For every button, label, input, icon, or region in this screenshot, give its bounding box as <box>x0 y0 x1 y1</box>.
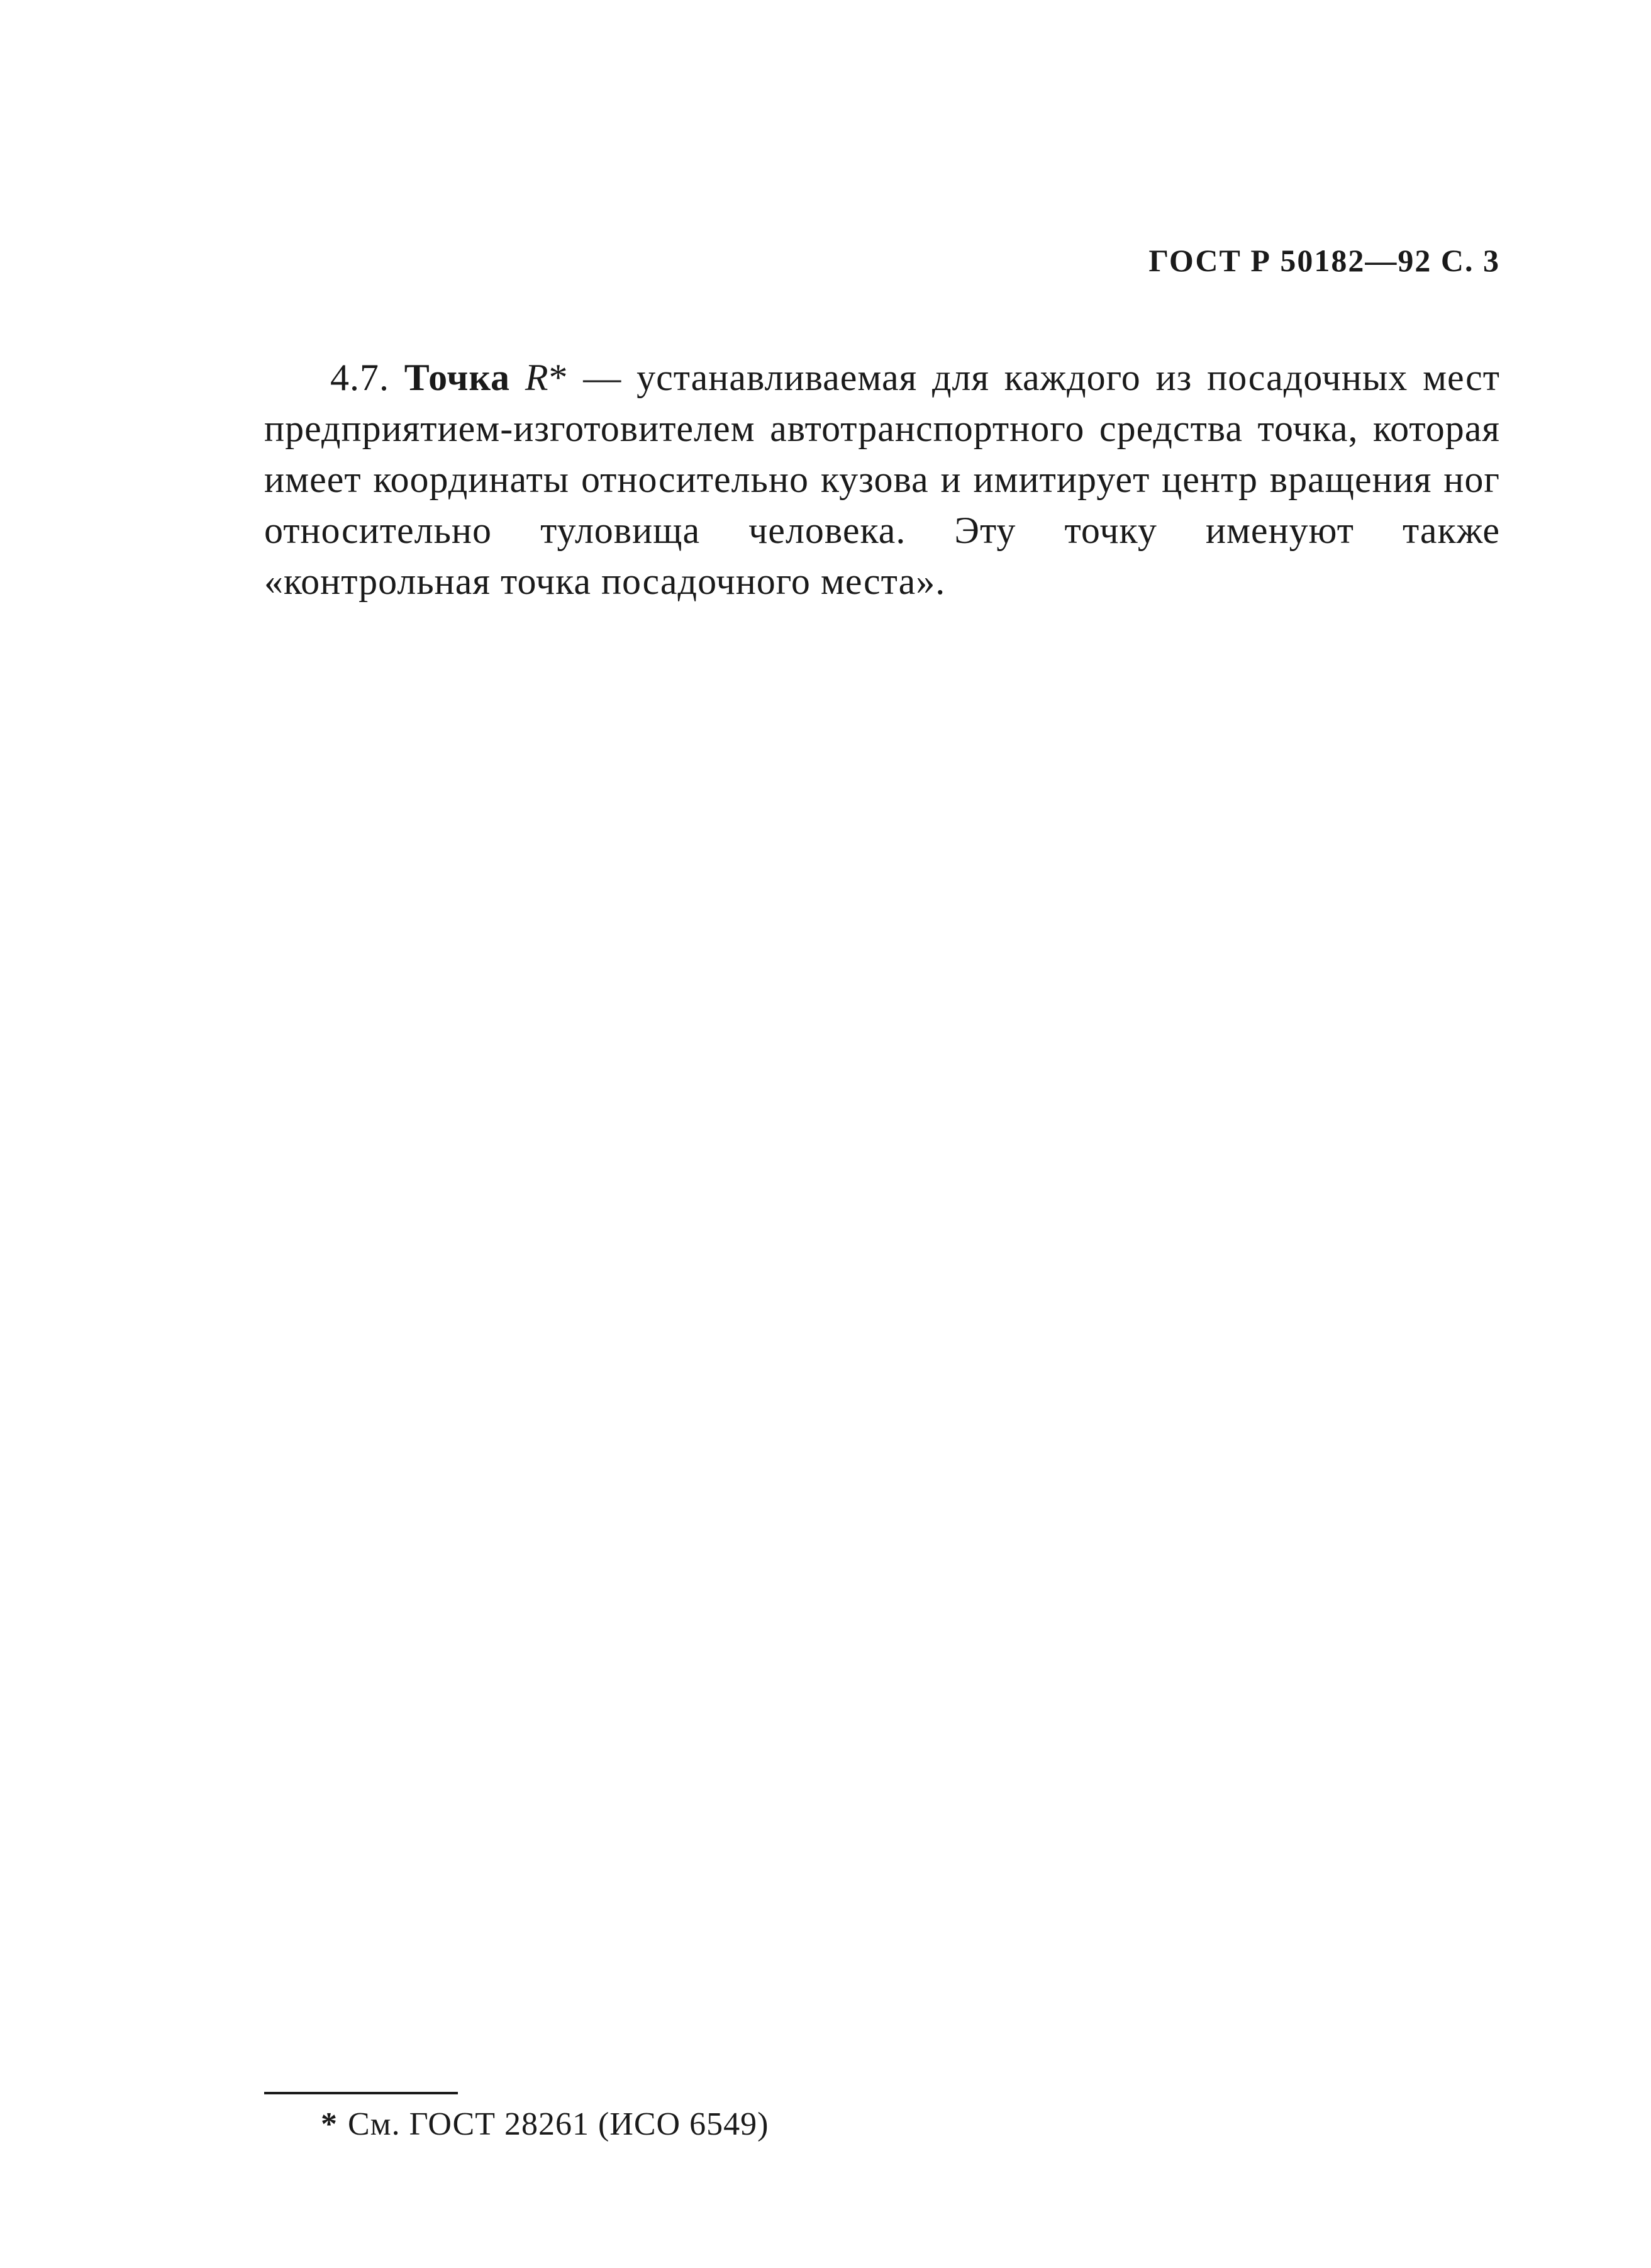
clause-term: Точка <box>404 357 511 398</box>
clause-footnote-mark: * <box>548 357 569 398</box>
footnote-mark: * <box>321 2106 338 2142</box>
clause-dash: — <box>583 357 622 398</box>
footnote-text: См. ГОСТ 28261 (ИСО 6549) <box>348 2106 769 2142</box>
footnote <box>321 2103 769 2147</box>
clause-number: 4.7. <box>330 357 389 398</box>
clause-symbol: R <box>525 357 549 398</box>
clause-text: устанавливаемая для каждого из посадочных мест предприятием-изготовителем автотранспортного средства точка, которая имеет координаты относительно кузова и имитирует центр вращения ног относительно туловища человека. Эту точку именуют также «контрольная точка посадочного места». <box>264 357 1501 602</box>
clause-4-7 <box>264 352 1500 607</box>
page-header: ГОСТ Р 50182—92 С. 3 <box>1148 243 1500 278</box>
footnote-separator <box>264 2092 458 2094</box>
